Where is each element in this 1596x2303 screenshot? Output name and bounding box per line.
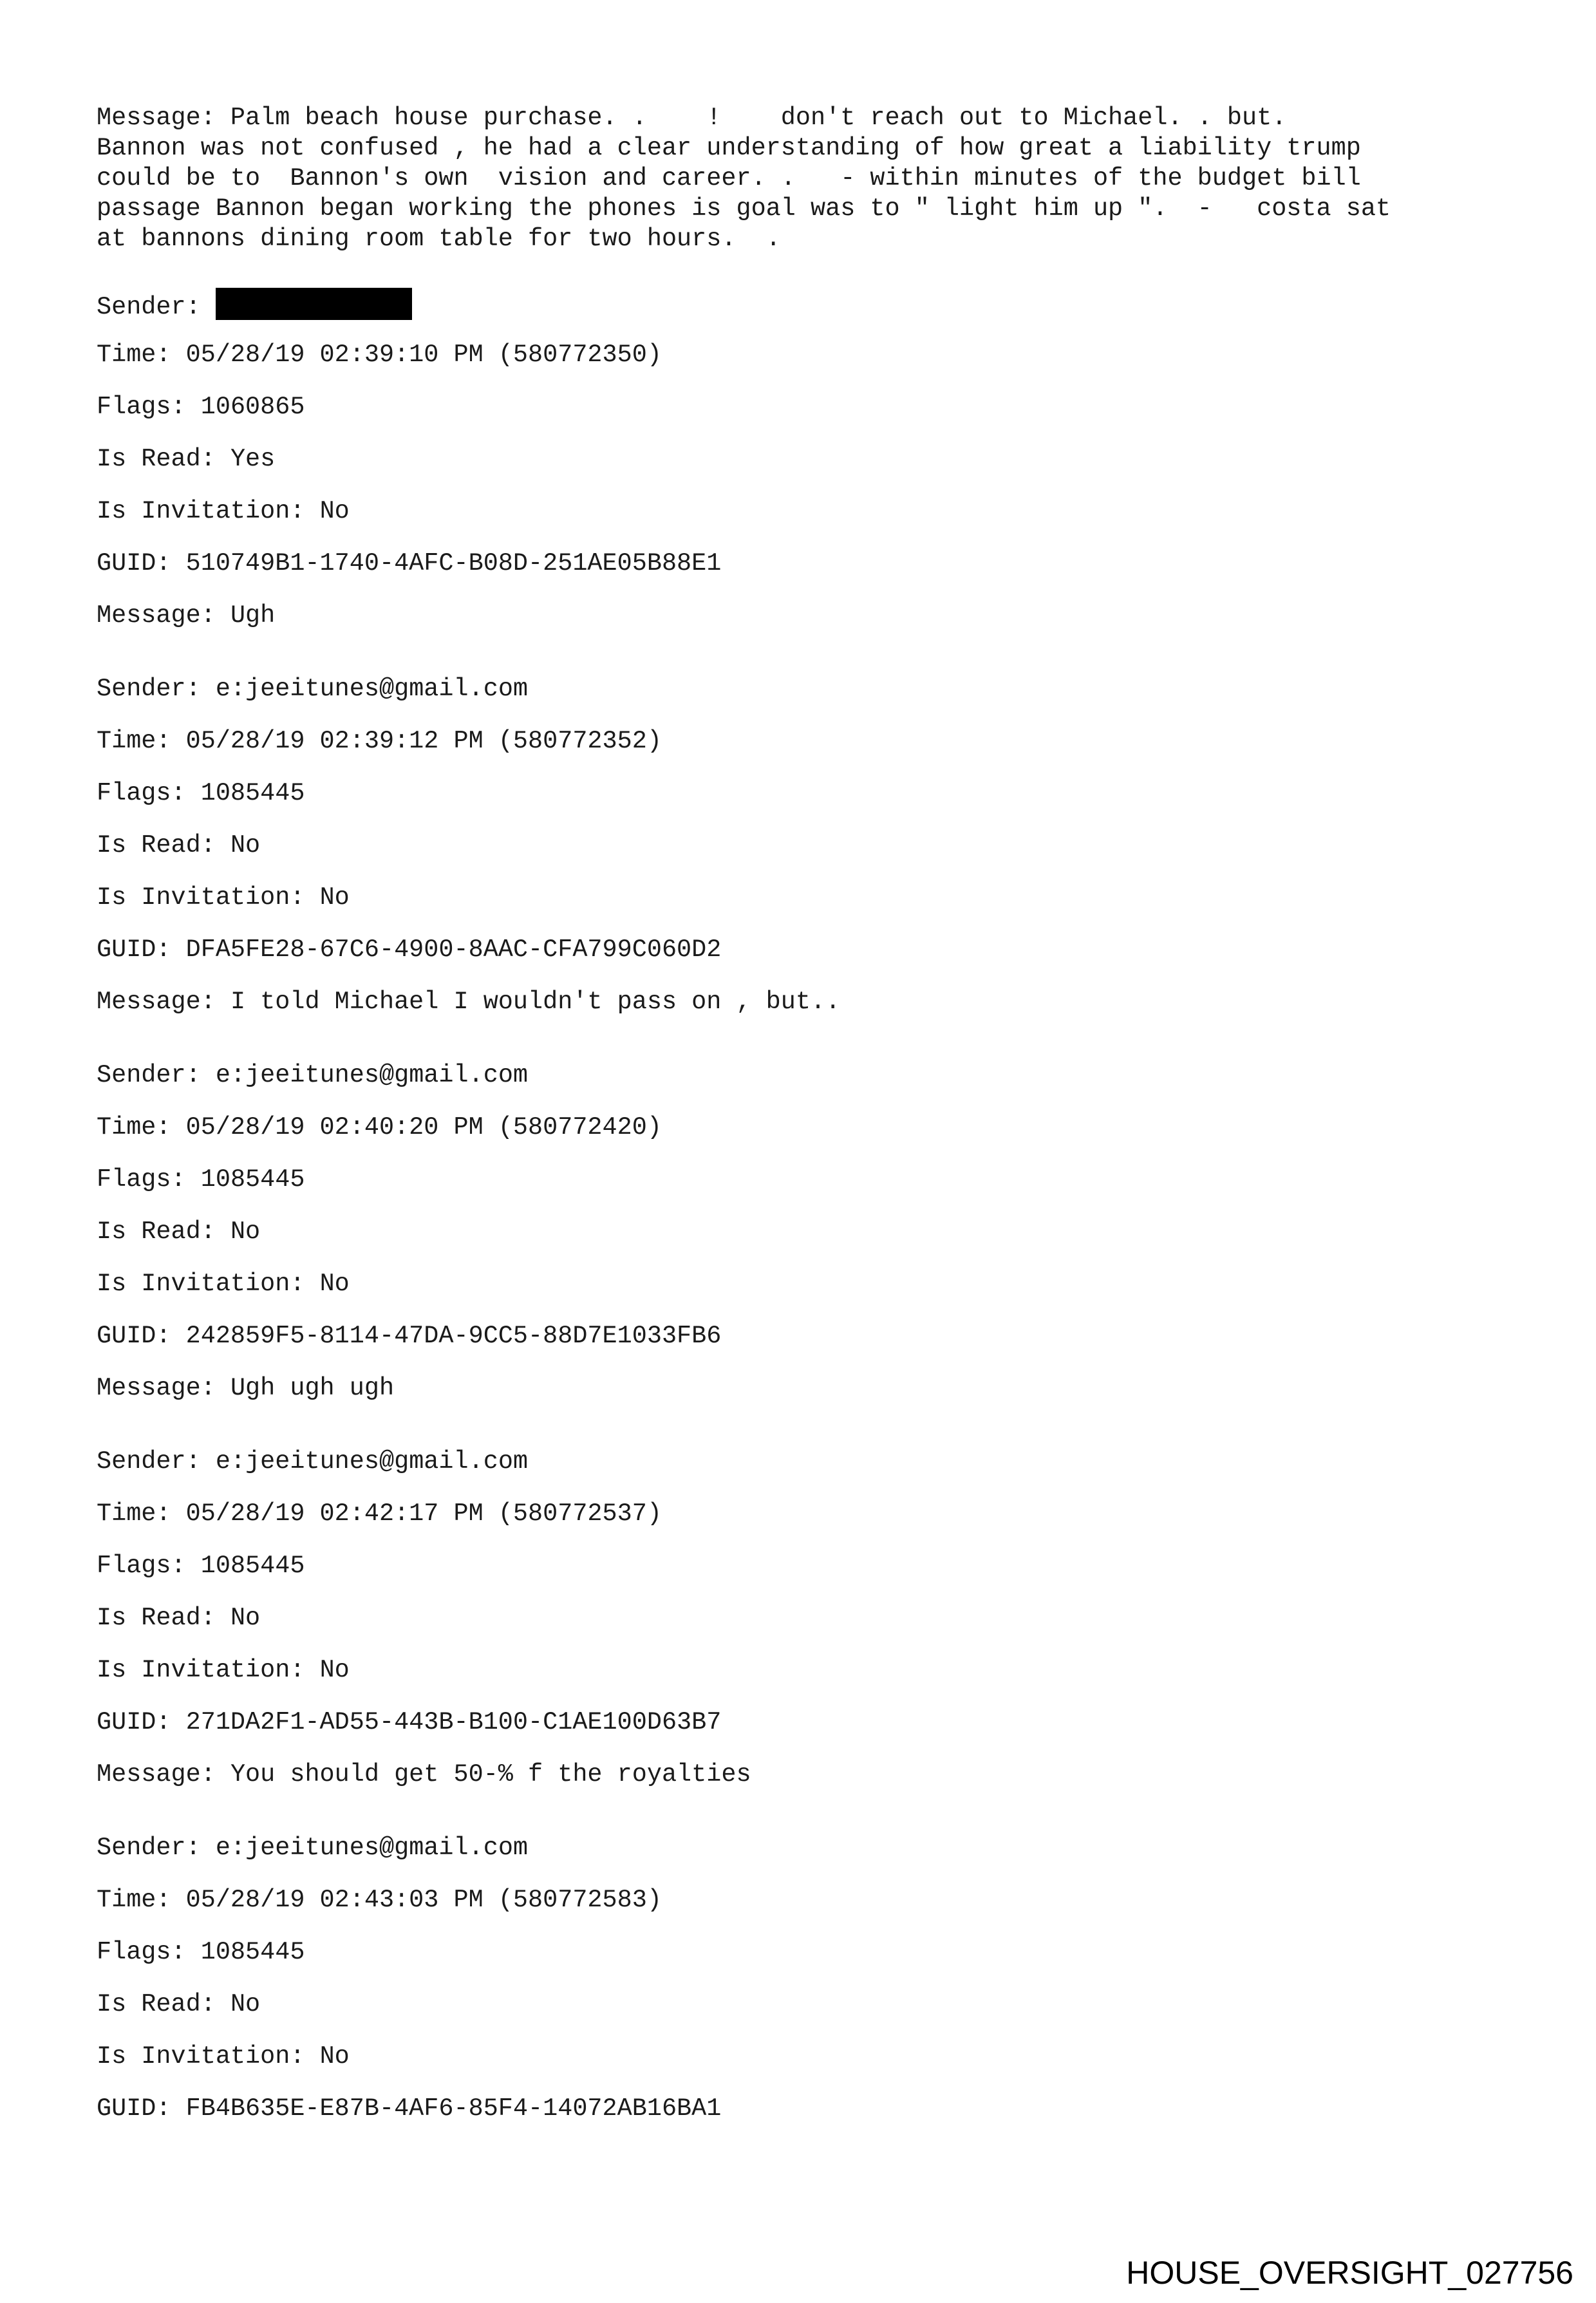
is-invitation-value: No (319, 883, 350, 912)
is-invitation-value: No (319, 1656, 350, 1684)
intro-line: Message: Palm beach house purchase. . ! don't reach out to Michael. . but. (97, 104, 1287, 132)
flags-value: 1060865 (200, 393, 305, 421)
flags-label: Flags: (97, 393, 201, 421)
sender-value: e:jeeitunes@gmail.com (215, 1447, 529, 1476)
message-record (97, 1833, 1513, 2146)
time-row (97, 726, 1513, 778)
guid-value: 242859F5-8114-47DA-9CC5-88D7E1033FB6 (185, 1322, 722, 1350)
time-row (97, 1499, 1513, 1551)
message-label: Message: (97, 601, 230, 630)
message-log (97, 103, 1513, 2146)
time-label: Time: (97, 1499, 186, 1528)
flags-value: 1085445 (200, 1938, 305, 1966)
flags-label: Flags: (97, 1938, 201, 1966)
flags-value: 1085445 (200, 779, 305, 807)
sender-value: e:jeeitunes@gmail.com (215, 1834, 529, 1862)
time-row (97, 340, 1513, 392)
flags-row (97, 1937, 1513, 1989)
time-row (97, 1885, 1513, 1937)
is-read-value: No (230, 831, 261, 860)
time-label: Time: (97, 727, 186, 755)
flags-row (97, 778, 1513, 831)
is-invitation-label: Is Invitation: (97, 1270, 320, 1298)
sender-label: Sender: (97, 293, 216, 321)
guid-label: GUID: (97, 2094, 186, 2123)
sender-label: Sender: (97, 1061, 216, 1089)
guid-row (97, 935, 1513, 987)
is-invitation-row (97, 496, 1513, 549)
time-label: Time: (97, 1113, 186, 1142)
time-row (97, 1113, 1513, 1165)
message-label: Message: (97, 1760, 230, 1789)
message-label: Message: (97, 988, 230, 1016)
sender-row (97, 674, 1513, 726)
is-read-label: Is Read: (97, 1990, 230, 2018)
message-row (97, 987, 1513, 1060)
is-invitation-label: Is Invitation: (97, 497, 320, 525)
guid-value: 271DA2F1-AD55-443B-B100-C1AE100D63B7 (185, 1708, 722, 1736)
time-value: 05/28/19 02:39:12 PM (580772352) (185, 727, 662, 755)
guid-row (97, 1321, 1513, 1373)
sender-row (97, 1833, 1513, 1885)
is-read-value: Yes (230, 445, 276, 473)
guid-row (97, 549, 1513, 601)
is-read-row (97, 1217, 1513, 1269)
redacted-sender (216, 288, 412, 320)
sender-label: Sender: (97, 1834, 216, 1862)
message-value: Ugh (230, 601, 276, 630)
intro-line: passage Bannon began working the phones is goal was to " light him up ". - costa sat (97, 194, 1391, 223)
is-invitation-row (97, 1655, 1513, 1707)
is-read-row (97, 831, 1513, 883)
is-read-value: No (230, 1990, 261, 2018)
is-invitation-value: No (319, 2042, 350, 2071)
message-record (97, 1447, 1513, 1833)
guid-value: DFA5FE28-67C6-4900-8AAC-CFA799C060D2 (185, 935, 722, 964)
is-read-label: Is Read: (97, 445, 230, 473)
sender-row (97, 1060, 1513, 1113)
intro-line: Bannon was not confused , he had a clear understanding of how great a liability trump (97, 134, 1361, 162)
is-read-value: No (230, 1217, 261, 1246)
is-read-value: No (230, 1604, 261, 1632)
flags-label: Flags: (97, 1165, 201, 1194)
sender-label: Sender: (97, 675, 216, 703)
message-row (97, 1760, 1513, 1833)
time-value: 05/28/19 02:42:17 PM (580772537) (185, 1499, 662, 1528)
is-read-row (97, 1989, 1513, 2042)
sender-label: Sender: (97, 1447, 216, 1476)
message-label: Message: (97, 1374, 230, 1402)
guid-row (97, 2094, 1513, 2146)
is-read-row (97, 444, 1513, 496)
message-value: Ugh ugh ugh (230, 1374, 395, 1402)
guid-row (97, 1707, 1513, 1760)
sender-value: e:jeeitunes@gmail.com (215, 675, 529, 703)
time-value: 05/28/19 02:43:03 PM (580772583) (185, 1886, 662, 1914)
is-invitation-row (97, 1269, 1513, 1321)
is-read-row (97, 1603, 1513, 1655)
flags-row (97, 1551, 1513, 1603)
flags-row (97, 1165, 1513, 1217)
intro-line: at bannons dining room table for two hours. . (97, 225, 781, 253)
flags-value: 1085445 (200, 1165, 305, 1194)
is-invitation-row (97, 883, 1513, 935)
message-row (97, 1373, 1513, 1447)
message-record (97, 1060, 1513, 1447)
is-read-label: Is Read: (97, 1217, 230, 1246)
time-label: Time: (97, 341, 186, 369)
time-value: 05/28/19 02:40:20 PM (580772420) (185, 1113, 662, 1142)
message-record (97, 288, 1513, 674)
flags-row (97, 392, 1513, 444)
is-invitation-value: No (319, 1270, 350, 1298)
sender-row (97, 1447, 1513, 1499)
flags-label: Flags: (97, 1552, 201, 1580)
is-invitation-label: Is Invitation: (97, 1656, 320, 1684)
is-read-label: Is Read: (97, 1604, 230, 1632)
is-invitation-label: Is Invitation: (97, 883, 320, 912)
guid-label: GUID: (97, 1322, 186, 1350)
guid-value: FB4B635E-E87B-4AF6-85F4-14072AB16BA1 (185, 2094, 722, 2123)
message-record (97, 674, 1513, 1060)
time-label: Time: (97, 1886, 186, 1914)
intro-line: could be to Bannon's own vision and career. . - within minutes of the budget bill (97, 164, 1361, 193)
bates-number: HOUSE_OVERSIGHT_027756 (1126, 2255, 1573, 2291)
flags-value: 1085445 (200, 1552, 305, 1580)
is-invitation-label: Is Invitation: (97, 2042, 320, 2071)
message-value: I told Michael I wouldn't pass on , but.. (230, 988, 841, 1016)
is-invitation-value: No (319, 497, 350, 525)
sender-row (97, 288, 1513, 340)
intro-message (97, 103, 1513, 254)
message-row (97, 601, 1513, 674)
is-invitation-row (97, 2042, 1513, 2094)
guid-value: 510749B1-1740-4AFC-B08D-251AE05B88E1 (185, 549, 722, 578)
spacer (97, 254, 1513, 288)
guid-label: GUID: (97, 549, 186, 578)
guid-label: GUID: (97, 935, 186, 964)
sender-value: e:jeeitunes@gmail.com (215, 1061, 529, 1089)
time-value: 05/28/19 02:39:10 PM (580772350) (185, 341, 662, 369)
message-value: You should get 50-% f the royalties (230, 1760, 751, 1789)
guid-label: GUID: (97, 1708, 186, 1736)
is-read-label: Is Read: (97, 831, 230, 860)
flags-label: Flags: (97, 779, 201, 807)
